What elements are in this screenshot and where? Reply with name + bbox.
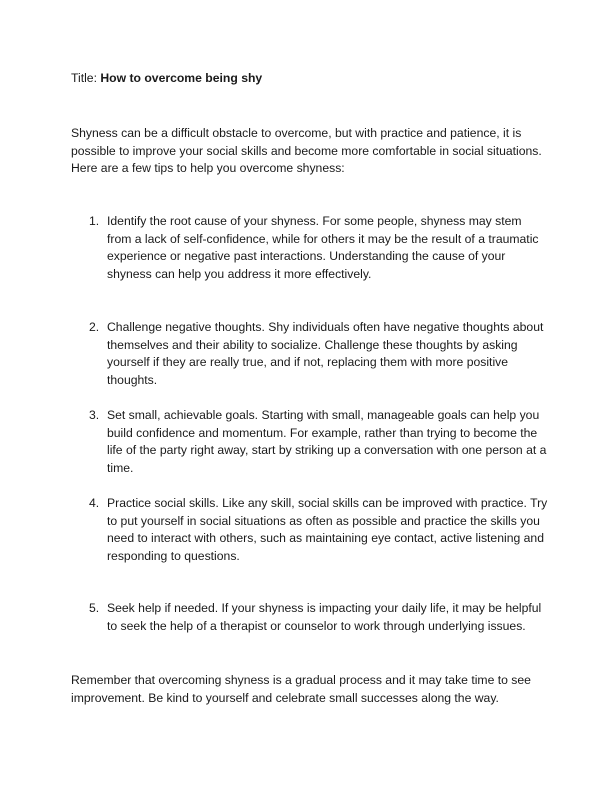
list-item-number: 1. <box>89 214 100 228</box>
list-item-number: 2. <box>89 320 100 334</box>
list-item-text: Set small, achievable goals. Starting with small, manageable goals can help you build confidence and momentum. For example, rather than trying to become the life of the party right away, start by striking up a conversation with one person at a time. <box>107 408 547 475</box>
list-item-number: 3. <box>89 408 100 422</box>
title-line <box>71 70 262 87</box>
list-item <box>89 407 549 477</box>
list-item-number: 4. <box>89 496 100 510</box>
closing-paragraph: Remember that overcoming shyness is a gradual process and it may take time to see improvement. Be kind to yourself and celebrate small successes along the way. <box>71 673 531 705</box>
list-item <box>89 213 549 283</box>
list-item <box>89 600 549 635</box>
title-prefix: Title: <box>71 71 101 85</box>
list-item-number: 5. <box>89 601 100 615</box>
list-item-text: Identify the root cause of your shyness. For some people, shyness may stem from a lack of self-confidence, while for others it may be the result of a traumatic experience or negative past interactions. Understanding the cause of your shyness can help you address it more effectively. <box>107 214 539 281</box>
list-item <box>89 495 549 565</box>
intro-paragraph: Shyness can be a difficult obstacle to overcome, but with practice and patience, it is possible to improve your social skills and become more comfortable in social situations. Here are a few tips to help you overcome shyness: <box>71 126 542 175</box>
list-item-text: Seek help if needed. If your shyness is impacting your daily life, it may be helpful to seek the help of a therapist or counselor to work through underlying issues. <box>107 601 542 633</box>
document-title: How to overcome being shy <box>100 71 263 85</box>
list-item-text: Challenge negative thoughts. Shy individuals often have negative thoughts about themselves and their ability to socialize. Challenge these thoughts by asking yourself if they are really true, and if not, replacing them with more positive thoughts. <box>107 320 544 387</box>
list-item-text: Practice social skills. Like any skill, social skills can be improved with practice. Try to put yourself in social situations as often as possible and practice the skills you need to interact with others, such as maintaining eye contact, active listening and responding to questions. <box>107 496 548 563</box>
list-item <box>89 319 549 389</box>
